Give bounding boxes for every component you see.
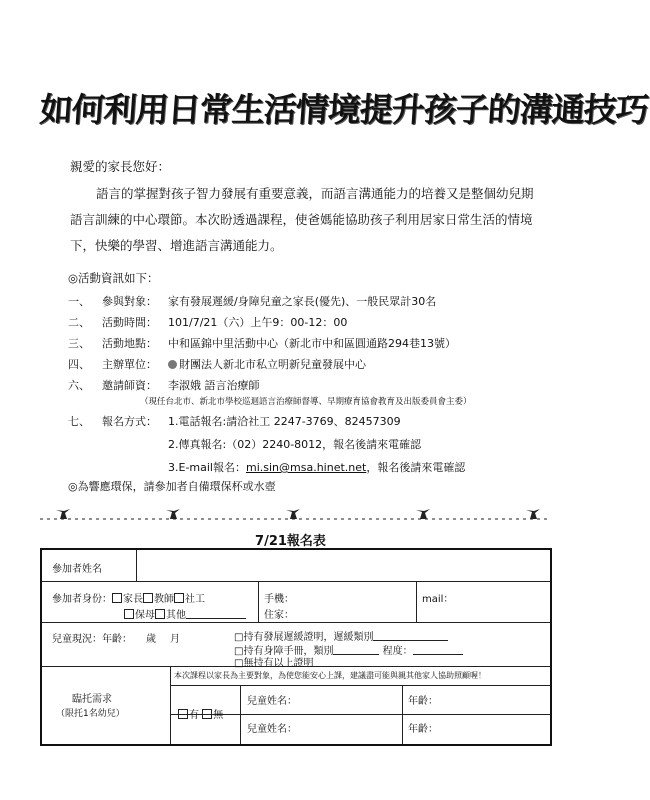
org-logo-icon bbox=[168, 360, 177, 369]
info-heading: ◎活動資訊如下： bbox=[68, 271, 159, 285]
child-option-none[interactable]: □無持有以上證明 bbox=[234, 658, 314, 669]
checkbox-care-no[interactable] bbox=[202, 709, 212, 719]
page-title: 如何利用日常生活情境提升孩子的溝通技巧 bbox=[38, 90, 650, 129]
checkbox-nanny[interactable] bbox=[124, 609, 134, 619]
intro-text: 語言的掌握對孩子智力發展有重要意義，而語言溝通能力的培養又是整個幼兒期語言訓練的中心環節。本次盼透過課程，使爸媽能協助孩子利用居家日常生活的情境下，快樂的學習、增進語言溝通能力。 bbox=[70, 186, 534, 253]
address-label: 住家： bbox=[264, 610, 294, 621]
signup-row: 七、 報名方式： 1.電話報名:請洽社工 2247-3769、82457309 bbox=[68, 415, 401, 428]
info-row: 四、 主辦單位： 財團法人新北市私立明新兒童發展中心 bbox=[68, 358, 366, 371]
registration-form bbox=[40, 548, 552, 746]
care-note: 本次課程以家長為主要對象，為使您能安心上課，建議盡可能與親其他家人協助照顧喔！ bbox=[174, 671, 486, 680]
info-row: 三、 活動地點： 中和區錦中里活動中心（新北市中和區圓通路294巷13號） bbox=[68, 337, 456, 350]
mail-label: mail： bbox=[422, 594, 454, 605]
info-row: 一、 參與對象： 家有發展遲緩/身障兒童之家長(優先)、一般民眾計30名 bbox=[68, 295, 437, 308]
signup-email: 3.E-mail報名：mi.sin@msa.hinet.net，報名後請來電確認 bbox=[168, 461, 466, 474]
care-label: 臨托需求 bbox=[72, 694, 112, 705]
checkbox-care-yes[interactable] bbox=[178, 709, 188, 719]
child-name-label: 兒童姓名： bbox=[247, 724, 297, 735]
checkbox-other[interactable] bbox=[155, 609, 165, 619]
checkbox-social-worker[interactable] bbox=[174, 593, 184, 603]
child-age-label: 年齡： bbox=[408, 696, 438, 707]
email-link[interactable]: mi.sin@msa.hinet.net bbox=[245, 461, 367, 474]
form-title: 7/21報名表 bbox=[255, 534, 326, 549]
info-row: 六、 邀請師資： 李淑娥 語言治療師 bbox=[68, 379, 260, 392]
child-name-label: 兒童姓名： bbox=[247, 696, 297, 707]
teacher-note: （現任台北市、新北市學校巡迴語言治療師督導、早期療育協會教育及出版委員會主委） bbox=[140, 397, 472, 407]
phone-label: 手機： bbox=[264, 594, 294, 605]
participant-name-field[interactable] bbox=[142, 556, 542, 576]
care-sub-label: （限托1名幼兒） bbox=[56, 709, 125, 719]
child-option-delay[interactable]: □持有發展遲緩證明，遲緩類別 bbox=[234, 628, 448, 643]
identity-options-2: 保母 其他 bbox=[124, 606, 246, 621]
participant-name-label: 參加者姓名 bbox=[52, 564, 102, 575]
checkbox-parent[interactable] bbox=[112, 593, 122, 603]
child-age-label: 年齡： bbox=[408, 724, 438, 735]
identity-options: 參加者身份： 家長 教師 社工 bbox=[52, 594, 205, 605]
greeting: 親愛的家長您好： bbox=[70, 159, 171, 174]
signup-fax: 2.傳真報名:（02）2240-8012，報名後請來電確認 bbox=[168, 438, 422, 451]
palm-tree-divider bbox=[40, 508, 550, 522]
checkbox-teacher[interactable] bbox=[143, 593, 153, 603]
intro-paragraph bbox=[70, 181, 540, 259]
info-row: 二、 活動時間： 101/7/21（六）上午9：00-12：00 bbox=[68, 316, 348, 329]
eco-note: ◎為響應環保，請參加者自備環保杯或水壺 bbox=[68, 480, 276, 493]
child-option-handbook[interactable]: □持有身障手冊，類別 程度： bbox=[234, 642, 463, 657]
child-status-label: 兒童現況：年齡： 歲 月 bbox=[52, 634, 180, 645]
care-options: 有 無 bbox=[178, 706, 223, 721]
